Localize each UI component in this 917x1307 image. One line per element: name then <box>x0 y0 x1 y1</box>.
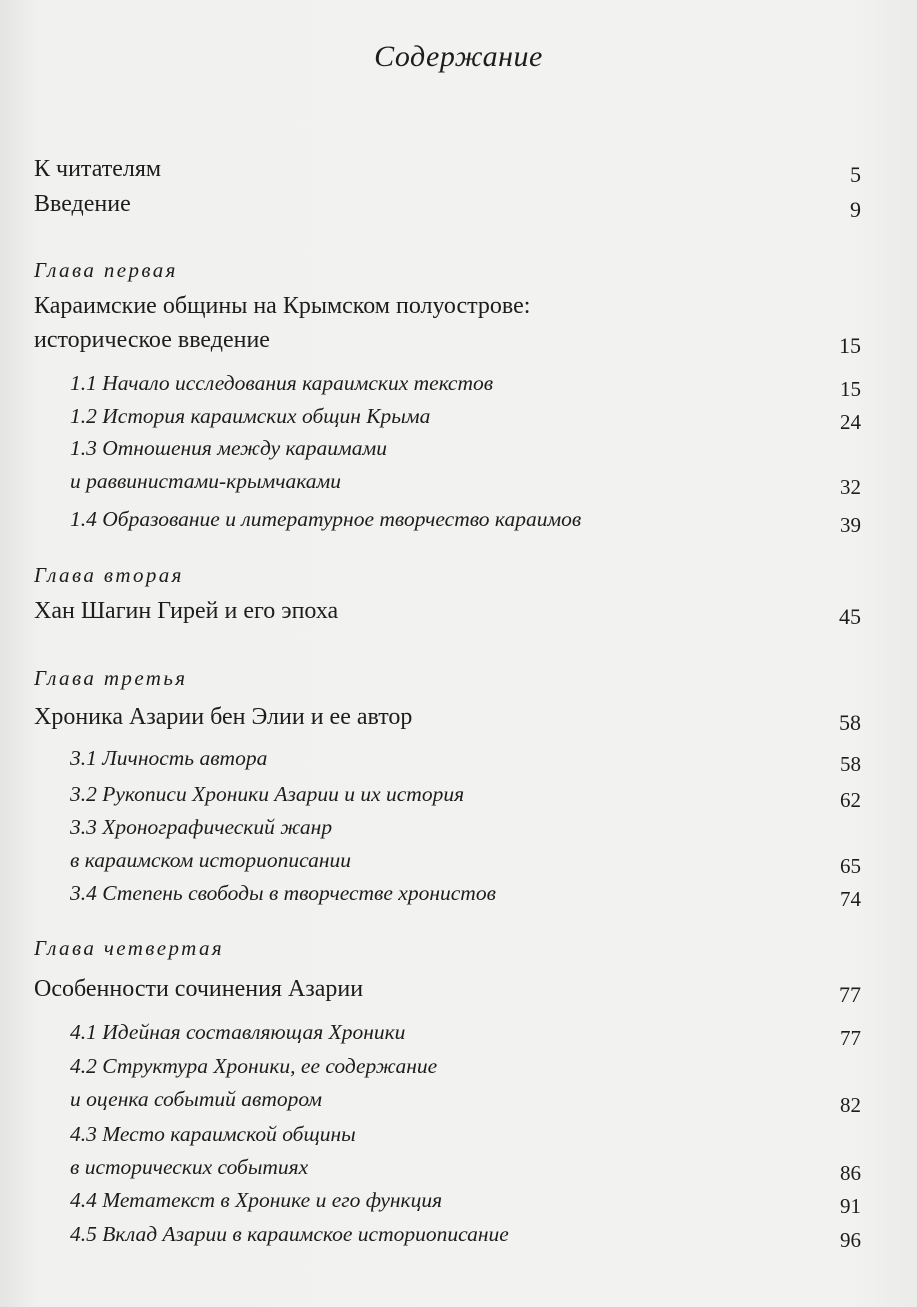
chapter-title[interactable] <box>34 700 861 734</box>
section-page: 96 <box>840 1228 861 1252</box>
chapter-label: Глава четвертая <box>34 936 225 960</box>
section-page: 91 <box>840 1194 861 1218</box>
section-title: и раввинистами-крымчаками <box>70 469 342 493</box>
chapter-title-line: Хроника Азарии бен Элии и ее автор <box>34 704 413 730</box>
chapter-title[interactable] <box>34 594 861 628</box>
section-title: 4.1 Идейная составляющая Хроники <box>70 1020 406 1044</box>
section-title: 1.4 Образование и литературное творчество караимов <box>70 507 582 531</box>
chapter-title[interactable] <box>34 289 861 357</box>
section-page: 77 <box>840 1026 861 1050</box>
section-entry[interactable] <box>70 778 861 811</box>
section-page: 86 <box>840 1161 861 1185</box>
section-title: 1.1 Начало исследования караимских текстов <box>70 371 494 395</box>
entry-page: 5 <box>850 162 861 187</box>
chapter-page: 15 <box>839 333 861 358</box>
chapter-page: 77 <box>839 982 861 1007</box>
section-entry[interactable] <box>70 400 861 433</box>
chapter-title-line: Караимские общины на Крымском полуострове: <box>34 293 531 319</box>
section-entry[interactable] <box>70 1218 861 1251</box>
section-title: в караимском историописании <box>70 848 351 872</box>
chapter-title[interactable] <box>34 972 861 1006</box>
section-title: 1.2 История караимских общин Крыма <box>70 404 431 428</box>
toc-title: Содержание <box>374 40 543 73</box>
section-page: 15 <box>840 377 861 401</box>
section-title: 4.5 Вклад Азарии в караимское историописание <box>70 1222 509 1246</box>
section-title: 3.1 Личность автора <box>70 746 268 770</box>
entry-title: Введение <box>34 191 131 217</box>
entry-title: К читателям <box>34 156 162 182</box>
section-entry[interactable] <box>70 1118 861 1184</box>
toc-entry-to-readers[interactable] <box>34 152 861 186</box>
section-title: в исторических событиях <box>70 1155 309 1179</box>
section-entry[interactable] <box>70 1050 861 1116</box>
section-title: 4.2 Структура Хроники, ее содержание <box>70 1054 438 1078</box>
section-page: 32 <box>840 475 861 499</box>
entry-page: 9 <box>850 197 861 222</box>
chapter-title-line: историческое введение <box>34 327 270 353</box>
section-entry[interactable] <box>70 877 861 910</box>
chapter-title-line: Особенности сочинения Азарии <box>34 976 364 1002</box>
section-title: 1.3 Отношения между караимами <box>70 436 387 460</box>
section-page: 39 <box>840 513 861 537</box>
chapter-label: Глава первая <box>34 258 178 282</box>
section-entry[interactable] <box>70 742 861 775</box>
section-page: 82 <box>840 1093 861 1117</box>
section-entry[interactable] <box>70 367 861 400</box>
chapter-title-line: Хан Шагин Гирей и его эпоха <box>34 598 339 624</box>
section-page: 65 <box>840 854 861 878</box>
chapter-page: 58 <box>839 710 861 735</box>
chapter-label: Глава вторая <box>34 563 184 587</box>
section-title: 3.3 Хронографический жанр <box>70 815 333 839</box>
section-page: 24 <box>840 410 861 434</box>
section-entry[interactable] <box>70 503 861 536</box>
section-entry[interactable] <box>70 1184 861 1217</box>
chapter-label: Глава третья <box>34 666 188 690</box>
section-title: 4.3 Место караимской общины <box>70 1122 356 1146</box>
section-entry[interactable] <box>70 432 861 498</box>
section-page: 62 <box>840 788 861 812</box>
section-page: 74 <box>840 887 861 911</box>
section-entry[interactable] <box>70 1016 861 1049</box>
section-page: 58 <box>840 752 861 776</box>
section-title: 3.2 Рукописи Хроники Азарии и их история <box>70 782 465 806</box>
section-entry[interactable] <box>70 811 861 877</box>
toc-entry-introduction[interactable] <box>34 187 861 221</box>
section-title: 4.4 Метатекст в Хронике и его функция <box>70 1188 443 1212</box>
chapter-page: 45 <box>839 604 861 629</box>
section-title: и оценка событий автором <box>70 1087 323 1111</box>
section-title: 3.4 Степень свободы в творчестве хронистов <box>70 881 496 905</box>
